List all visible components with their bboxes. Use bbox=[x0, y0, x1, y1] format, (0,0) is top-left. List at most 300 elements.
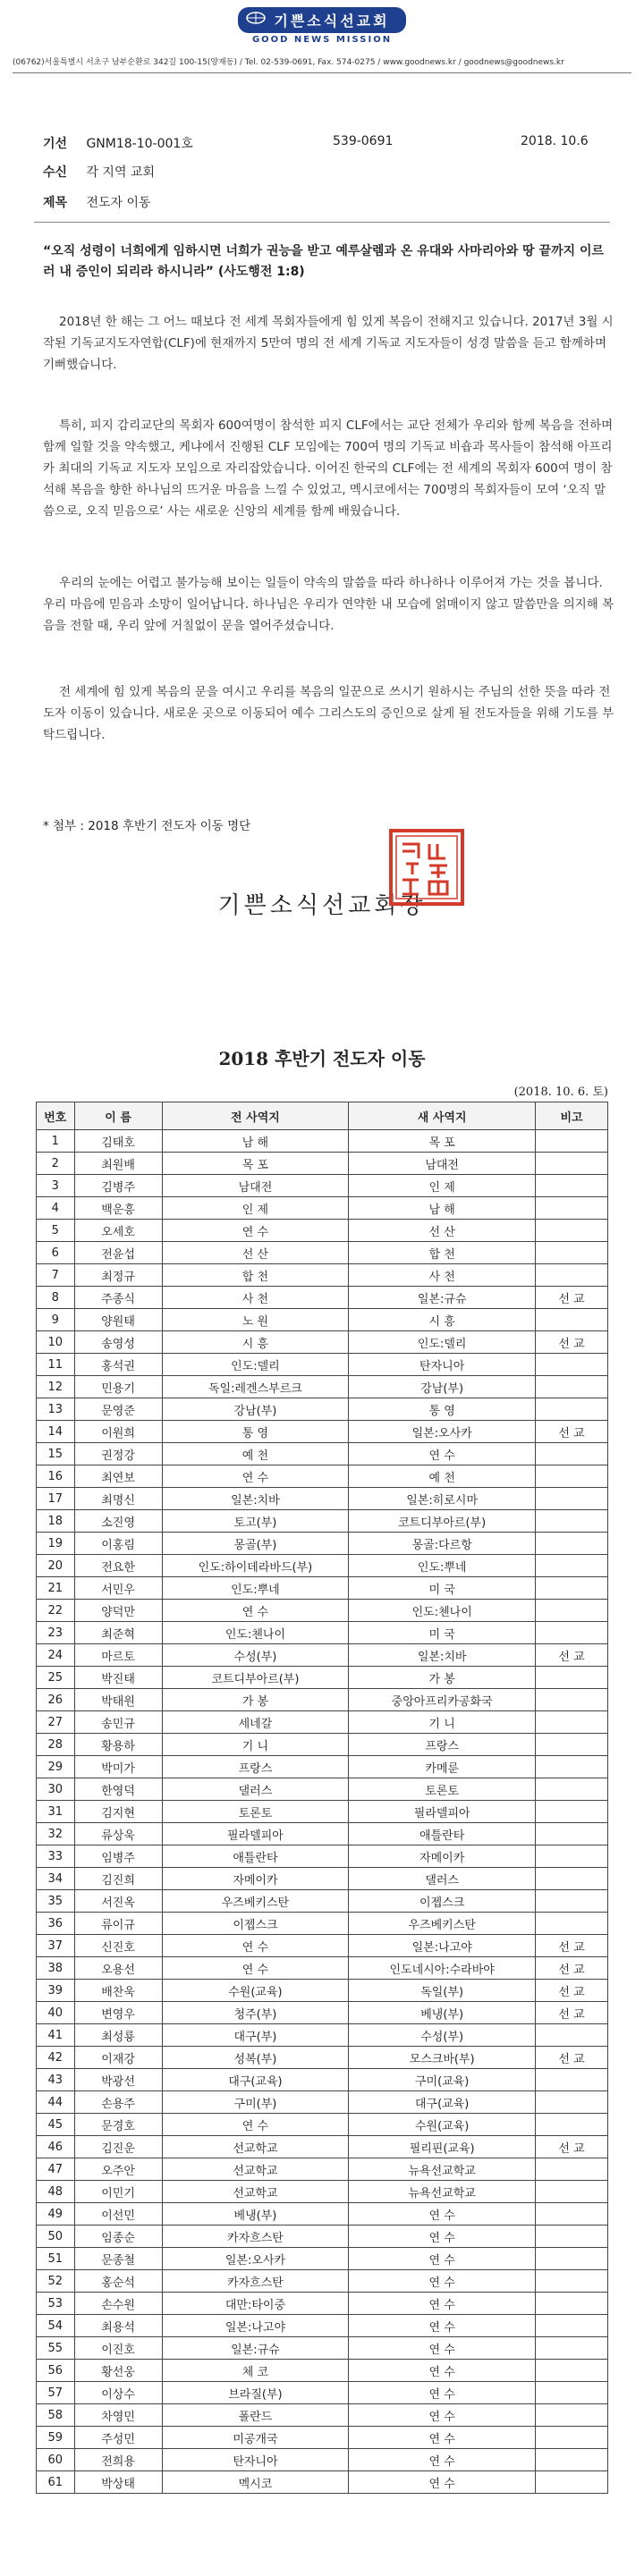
table-row bbox=[37, 1868, 608, 1890]
row-note bbox=[536, 1577, 608, 1600]
row-previous-post: 카자흐스탄 bbox=[162, 2270, 349, 2293]
row-new-post: 애틀란타 bbox=[349, 1823, 536, 1845]
table-row bbox=[37, 1913, 608, 1935]
row-number: 60 bbox=[37, 2449, 75, 2471]
row-previous-post: 몽골(부) bbox=[162, 1533, 349, 1555]
row-previous-post: 남대전 bbox=[162, 1175, 349, 1197]
row-note bbox=[536, 1913, 608, 1935]
row-note: 선 교 bbox=[536, 1980, 608, 2002]
row-name: 한영덕 bbox=[74, 1778, 162, 1801]
table-row bbox=[37, 2449, 608, 2471]
row-note bbox=[536, 1667, 608, 1689]
globe-icon bbox=[245, 11, 267, 25]
row-number: 11 bbox=[37, 1354, 75, 1376]
row-name: 임병주 bbox=[74, 1845, 162, 1868]
row-note bbox=[536, 1801, 608, 1823]
row-previous-post: 대구(부) bbox=[162, 2024, 349, 2047]
row-note bbox=[536, 2248, 608, 2270]
row-name: 이선민 bbox=[74, 2203, 162, 2225]
table-row bbox=[37, 2315, 608, 2337]
row-new-post: 예 천 bbox=[349, 1465, 536, 1488]
row-number: 32 bbox=[37, 1823, 75, 1845]
recipient: 각 지역 교회 bbox=[86, 165, 155, 180]
row-note bbox=[536, 2270, 608, 2293]
row-number: 49 bbox=[37, 2203, 75, 2225]
row-new-post: 연 수 bbox=[349, 2449, 536, 2471]
row-note: 선 교 bbox=[536, 1644, 608, 1667]
row-note: 선 교 bbox=[536, 1957, 608, 1980]
row-previous-post: 성복(부) bbox=[162, 2047, 349, 2069]
row-note bbox=[536, 2449, 608, 2471]
table-row bbox=[37, 1309, 608, 1331]
row-note bbox=[536, 1622, 608, 1644]
row-new-post: 남대전 bbox=[349, 1153, 536, 1175]
row-name: 백운흥 bbox=[74, 1197, 162, 1220]
row-note bbox=[536, 1130, 608, 1153]
row-new-post: 연 수 bbox=[349, 2337, 536, 2360]
row-note bbox=[536, 2203, 608, 2225]
row-note bbox=[536, 1443, 608, 1465]
row-previous-post: 필라델피아 bbox=[162, 1823, 349, 1845]
row-number: 24 bbox=[37, 1644, 75, 1667]
row-previous-post: 선 산 bbox=[162, 1242, 349, 1264]
row-new-post: 인도:델리 bbox=[349, 1331, 536, 1354]
row-name: 민용기 bbox=[74, 1376, 162, 1398]
row-previous-post: 선교학교 bbox=[162, 2181, 349, 2203]
row-new-post: 연 수 bbox=[349, 2315, 536, 2337]
row-note bbox=[536, 1264, 608, 1287]
table-row bbox=[37, 2225, 608, 2248]
row-previous-post: 폴란드 bbox=[162, 2404, 349, 2427]
row-number: 48 bbox=[37, 2181, 75, 2203]
row-name: 서진옥 bbox=[74, 1890, 162, 1913]
table-row bbox=[37, 1957, 608, 1980]
row-previous-post: 카자흐스탄 bbox=[162, 2225, 349, 2248]
row-number: 7 bbox=[37, 1264, 75, 1287]
row-name: 전요한 bbox=[74, 1555, 162, 1577]
row-note bbox=[536, 2293, 608, 2315]
table-body bbox=[37, 1130, 608, 2494]
table-row bbox=[37, 2158, 608, 2181]
row-note bbox=[536, 1465, 608, 1488]
list-date: (2018. 10. 6. 토) bbox=[513, 1085, 608, 1099]
row-new-post: 중앙아프리카공화국 bbox=[349, 1689, 536, 1711]
row-new-post: 일본:오사카 bbox=[349, 1421, 536, 1443]
row-previous-post: 자메이카 bbox=[162, 1868, 349, 1890]
row-name: 신진호 bbox=[74, 1935, 162, 1957]
row-name: 소진영 bbox=[74, 1510, 162, 1533]
table-header-row bbox=[37, 1102, 608, 1130]
table-row bbox=[37, 2047, 608, 2069]
recipient-line bbox=[43, 163, 155, 181]
row-new-post: 일본:나고야 bbox=[349, 1935, 536, 1957]
row-previous-post: 토고(부) bbox=[162, 1510, 349, 1533]
table-row bbox=[37, 1376, 608, 1398]
row-number: 31 bbox=[37, 1801, 75, 1823]
row-number: 51 bbox=[37, 2248, 75, 2270]
row-new-post: 모스크바(부) bbox=[349, 2047, 536, 2069]
row-new-post: 댈러스 bbox=[349, 1868, 536, 1890]
table-row bbox=[37, 2024, 608, 2047]
table-row bbox=[37, 1600, 608, 1622]
table-row bbox=[37, 1778, 608, 1801]
row-new-post: 연 수 bbox=[349, 2404, 536, 2427]
row-previous-post: 멕시코 bbox=[162, 2471, 349, 2494]
attachment-note: * 첨부 : 2018 후반기 전도자 이동 명단 bbox=[43, 819, 251, 833]
row-new-post: 일본:치바 bbox=[349, 1644, 536, 1667]
row-number: 59 bbox=[37, 2427, 75, 2449]
row-number: 33 bbox=[37, 1845, 75, 1868]
table-row bbox=[37, 1890, 608, 1913]
row-new-post: 남 해 bbox=[349, 1197, 536, 1220]
table-row bbox=[37, 2471, 608, 2494]
row-number: 52 bbox=[37, 2270, 75, 2293]
row-note bbox=[536, 2360, 608, 2382]
table-row bbox=[37, 1533, 608, 1555]
row-previous-post: 통 영 bbox=[162, 1421, 349, 1443]
logo-badge bbox=[238, 7, 405, 33]
table-row bbox=[37, 2337, 608, 2360]
row-note bbox=[536, 1488, 608, 1510]
row-number: 2 bbox=[37, 1153, 75, 1175]
row-number: 29 bbox=[37, 1756, 75, 1778]
table-row bbox=[37, 1197, 608, 1220]
row-number: 19 bbox=[37, 1533, 75, 1555]
table-row bbox=[37, 2270, 608, 2293]
table-row bbox=[37, 1242, 608, 1264]
row-note: 선 교 bbox=[536, 2047, 608, 2069]
row-note bbox=[536, 1220, 608, 1242]
row-previous-post: 애틀란타 bbox=[162, 1845, 349, 1868]
table-row bbox=[37, 1577, 608, 1600]
row-number: 16 bbox=[37, 1465, 75, 1488]
row-new-post: 몽골:다르항 bbox=[349, 1533, 536, 1555]
row-previous-post: 대만:타이중 bbox=[162, 2293, 349, 2315]
table-row bbox=[37, 1287, 608, 1309]
divider bbox=[34, 222, 610, 223]
row-previous-post: 기 니 bbox=[162, 1734, 349, 1756]
row-name: 손용주 bbox=[74, 2091, 162, 2114]
paragraph-4: 전 세계에 힘 있게 복음의 문을 여시고 우리를 복음의 일꾼으로 쓰시기 원하시는 주님의 선한 뜻을 따라 전도자 이동이 있습니다. 새로운 곳으로 이동되어 예수 그리스도의 증인으로 살게 될 전도자들을 위해 기도를 부탁드립니다. bbox=[43, 685, 614, 742]
table-row bbox=[37, 1622, 608, 1644]
row-note bbox=[536, 1555, 608, 1577]
row-number: 15 bbox=[37, 1443, 75, 1465]
row-number: 3 bbox=[37, 1175, 75, 1197]
row-number: 10 bbox=[37, 1331, 75, 1354]
table-row bbox=[37, 1421, 608, 1443]
row-previous-post: 가 봉 bbox=[162, 1689, 349, 1711]
row-note bbox=[536, 1778, 608, 1801]
row-previous-post: 베냉(부) bbox=[162, 2203, 349, 2225]
row-previous-post: 합 천 bbox=[162, 1264, 349, 1287]
table-row bbox=[37, 2203, 608, 2225]
row-number: 46 bbox=[37, 2136, 75, 2158]
issuer-name: 기쁜소식선교회장 bbox=[217, 892, 427, 919]
row-previous-post: 인도:첸나이 bbox=[162, 1622, 349, 1644]
row-previous-post: 체 코 bbox=[162, 2360, 349, 2382]
row-new-post: 연 수 bbox=[349, 2248, 536, 2270]
table-row bbox=[37, 1711, 608, 1734]
row-previous-post: 미공개국 bbox=[162, 2427, 349, 2449]
row-name: 차영민 bbox=[74, 2404, 162, 2427]
table-row bbox=[37, 1644, 608, 1667]
row-name: 서민우 bbox=[74, 1577, 162, 1600]
row-name: 이상수 bbox=[74, 2382, 162, 2404]
row-note bbox=[536, 2315, 608, 2337]
row-number: 54 bbox=[37, 2315, 75, 2337]
row-name: 양원태 bbox=[74, 1309, 162, 1331]
row-note bbox=[536, 1711, 608, 1734]
row-previous-post: 세네갈 bbox=[162, 1711, 349, 1734]
row-new-post: 베냉(부) bbox=[349, 2002, 536, 2024]
row-number: 42 bbox=[37, 2047, 75, 2069]
row-name: 손수원 bbox=[74, 2293, 162, 2315]
row-new-post: 독일(부) bbox=[349, 1980, 536, 2002]
official-seal bbox=[388, 828, 465, 907]
row-number: 36 bbox=[37, 1913, 75, 1935]
row-number: 39 bbox=[37, 1980, 75, 2002]
row-number: 57 bbox=[37, 2382, 75, 2404]
row-note bbox=[536, 1153, 608, 1175]
row-note bbox=[536, 2337, 608, 2360]
row-previous-post: 청주(부) bbox=[162, 2002, 349, 2024]
row-number: 22 bbox=[37, 1600, 75, 1622]
row-previous-post: 노 원 bbox=[162, 1309, 349, 1331]
row-number: 17 bbox=[37, 1488, 75, 1510]
row-new-post: 코트디부아르(부) bbox=[349, 1510, 536, 1533]
row-new-post: 필라델피아 bbox=[349, 1801, 536, 1823]
row-new-post: 연 수 bbox=[349, 2427, 536, 2449]
table-row bbox=[37, 1220, 608, 1242]
row-note bbox=[536, 2427, 608, 2449]
table-row bbox=[37, 1555, 608, 1577]
table-row bbox=[37, 1354, 608, 1376]
row-name: 박진태 bbox=[74, 1667, 162, 1689]
table-row bbox=[37, 1465, 608, 1488]
row-number: 45 bbox=[37, 2114, 75, 2136]
row-number: 44 bbox=[37, 2091, 75, 2114]
transfer-table bbox=[36, 1102, 608, 2494]
row-note bbox=[536, 1845, 608, 1868]
row-previous-post: 이젭스크 bbox=[162, 1913, 349, 1935]
row-name: 홍순석 bbox=[74, 2270, 162, 2293]
row-number: 1 bbox=[37, 1130, 75, 1153]
row-new-post: 프랑스 bbox=[349, 1734, 536, 1756]
row-previous-post: 독일:레겐스부르크 bbox=[162, 1376, 349, 1398]
row-number: 61 bbox=[37, 2471, 75, 2494]
table-row bbox=[37, 1734, 608, 1756]
table-row bbox=[37, 1667, 608, 1689]
row-name: 김병주 bbox=[74, 1175, 162, 1197]
row-name: 오주안 bbox=[74, 2158, 162, 2181]
row-previous-post: 탄자니아 bbox=[162, 2449, 349, 2471]
row-previous-post: 브라질(부) bbox=[162, 2382, 349, 2404]
row-name: 송영성 bbox=[74, 1331, 162, 1354]
row-note bbox=[536, 2181, 608, 2203]
header-name: 이 름 bbox=[74, 1102, 162, 1130]
row-previous-post: 강남(부) bbox=[162, 1398, 349, 1421]
row-number: 4 bbox=[37, 1197, 75, 1220]
address-text: (06762)서울특별시 서초구 남부순환로 342길 100-15(양재동) / Tel. 02-539-0691, Fax. 574-0275 / www.goodnews.kr / goodnews@goodnews.kr bbox=[13, 58, 564, 67]
row-previous-post: 예 천 bbox=[162, 1443, 349, 1465]
row-name: 이민기 bbox=[74, 2181, 162, 2203]
row-new-post: 연 수 bbox=[349, 2360, 536, 2382]
row-number: 14 bbox=[37, 1421, 75, 1443]
row-number: 5 bbox=[37, 1220, 75, 1242]
subject-label: 제목 bbox=[43, 196, 68, 210]
row-previous-post: 시 흥 bbox=[162, 1331, 349, 1354]
row-name: 변영우 bbox=[74, 2002, 162, 2024]
row-previous-post: 연 수 bbox=[162, 1220, 349, 1242]
doc-label: 기선 bbox=[43, 137, 68, 151]
row-name: 이재강 bbox=[74, 2047, 162, 2069]
row-name: 배찬욱 bbox=[74, 1980, 162, 2002]
row-name: 최연보 bbox=[74, 1465, 162, 1488]
table-row bbox=[37, 2427, 608, 2449]
row-new-post: 일본:규슈 bbox=[349, 1287, 536, 1309]
row-name: 황용하 bbox=[74, 1734, 162, 1756]
row-new-post: 자메이카 bbox=[349, 1845, 536, 1868]
row-number: 20 bbox=[37, 1555, 75, 1577]
table-row bbox=[37, 2181, 608, 2203]
table-row bbox=[37, 1823, 608, 1845]
row-previous-post: 연 수 bbox=[162, 1935, 349, 1957]
row-previous-post: 토론토 bbox=[162, 1801, 349, 1823]
row-note bbox=[536, 1398, 608, 1421]
row-previous-post: 남 해 bbox=[162, 1130, 349, 1153]
row-name: 송민규 bbox=[74, 1711, 162, 1734]
row-number: 38 bbox=[37, 1957, 75, 1980]
paragraph-1: 2018년 한 해는 그 어느 때보다 전 세계 목회자들에게 힘 있게 복음이 전해지고 있습니다. 2017년 3월 시작된 기독교지도자연합(CLF)에 현재까지 5만여 명의 전 세계 기독교 지도자들이 성경 말씀을 듣고 함께하며 기뻐했습니다. bbox=[43, 315, 614, 372]
row-number: 26 bbox=[37, 1689, 75, 1711]
paragraph-2: 특히, 피지 감리교단의 목회자 600여명이 참석한 피지 CLF에서는 교단 전체가 우리와 함께 복음을 전하며 함께 일할 것을 약속했고, 케냐에서 진행된 CLF 모임에는 700여 명의 기독교 비숍과 목사들이 참석해 아프리카 최대의 기독교 지도자 모임으로 자리잡았습니다. 이어진 한국의 CLF에는 전 세계의 목회자 600여 명이 참석해 복음을 향한 하나님의 뜨거운 마음을 느낄 수 있었고, 멕시코에서는 700명의 목회자들이 모여 ‘오직 말씀으로, 오직 믿음으로’ 사는 새로운 신앙의 세계를 함께 배웠습니다. bbox=[43, 418, 614, 519]
row-new-post: 대구(교육) bbox=[349, 2091, 536, 2114]
row-name: 전윤섭 bbox=[74, 1242, 162, 1264]
row-previous-post: 일본:나고야 bbox=[162, 2315, 349, 2337]
row-new-post: 수원(교육) bbox=[349, 2114, 536, 2136]
row-name: 문영준 bbox=[74, 1398, 162, 1421]
row-new-post: 강남(부) bbox=[349, 1376, 536, 1398]
table-row bbox=[37, 1510, 608, 1533]
row-previous-post: 수원(교육) bbox=[162, 1980, 349, 2002]
row-previous-post: 코트디부아르(부) bbox=[162, 1667, 349, 1689]
row-note: 선 교 bbox=[536, 1287, 608, 1309]
row-note bbox=[536, 1890, 608, 1913]
table-row bbox=[37, 1264, 608, 1287]
row-number: 25 bbox=[37, 1667, 75, 1689]
row-note bbox=[536, 1868, 608, 1890]
row-number: 13 bbox=[37, 1398, 75, 1421]
row-previous-post: 수성(부) bbox=[162, 1644, 349, 1667]
row-note bbox=[536, 1242, 608, 1264]
row-name: 이홍림 bbox=[74, 1533, 162, 1555]
row-name: 이원희 bbox=[74, 1421, 162, 1443]
row-new-post: 일본:히로시마 bbox=[349, 1488, 536, 1510]
row-number: 30 bbox=[37, 1778, 75, 1801]
row-previous-post: 인 제 bbox=[162, 1197, 349, 1220]
row-new-post: 연 수 bbox=[349, 1443, 536, 1465]
row-note bbox=[536, 2091, 608, 2114]
row-previous-post: 일본:오사카 bbox=[162, 2248, 349, 2270]
row-note bbox=[536, 2024, 608, 2047]
letterhead-logo bbox=[0, 7, 644, 45]
header-previous-post: 전 사역지 bbox=[162, 1102, 349, 1130]
row-previous-post: 프랑스 bbox=[162, 1756, 349, 1778]
row-previous-post: 연 수 bbox=[162, 1600, 349, 1622]
list-title: 2018 후반기 전도자 이동 bbox=[218, 1048, 426, 1069]
row-note bbox=[536, 2404, 608, 2427]
row-number: 21 bbox=[37, 1577, 75, 1600]
row-new-post: 미 국 bbox=[349, 1577, 536, 1600]
row-note bbox=[536, 2158, 608, 2181]
table-row bbox=[37, 2404, 608, 2427]
row-previous-post: 구미(부) bbox=[162, 2091, 349, 2114]
table-row bbox=[37, 2248, 608, 2270]
row-previous-post: 일본:치바 bbox=[162, 1488, 349, 1510]
row-note bbox=[536, 1823, 608, 1845]
row-note: 선 교 bbox=[536, 1935, 608, 1957]
row-name: 최원배 bbox=[74, 1153, 162, 1175]
row-name: 최성룡 bbox=[74, 2024, 162, 2047]
row-new-post: 탄자니아 bbox=[349, 1354, 536, 1376]
subject-line bbox=[43, 193, 151, 211]
row-new-post: 사 천 bbox=[349, 1264, 536, 1287]
row-name: 박미가 bbox=[74, 1756, 162, 1778]
row-new-post: 기 니 bbox=[349, 1711, 536, 1734]
row-note: 선 교 bbox=[536, 2002, 608, 2024]
row-new-post: 연 수 bbox=[349, 2270, 536, 2293]
row-name: 최명신 bbox=[74, 1488, 162, 1510]
row-new-post: 구미(교육) bbox=[349, 2069, 536, 2091]
table-row bbox=[37, 1756, 608, 1778]
row-note bbox=[536, 2114, 608, 2136]
row-number: 50 bbox=[37, 2225, 75, 2248]
row-new-post: 인도네시아:수라바야 bbox=[349, 1957, 536, 1980]
row-number: 53 bbox=[37, 2293, 75, 2315]
letterhead-address bbox=[13, 55, 631, 73]
row-new-post: 시 흥 bbox=[349, 1309, 536, 1331]
logo-korean: 기쁜소식선교회 bbox=[274, 13, 390, 30]
row-note: 선 교 bbox=[536, 1421, 608, 1443]
row-new-post: 토론토 bbox=[349, 1778, 536, 1801]
table-row bbox=[37, 1398, 608, 1421]
row-note: 선 교 bbox=[536, 2136, 608, 2158]
row-number: 18 bbox=[37, 1510, 75, 1533]
doc-date: 2018. 10.6 bbox=[521, 134, 589, 148]
table-row bbox=[37, 1935, 608, 1957]
row-name: 류이규 bbox=[74, 1913, 162, 1935]
row-number: 27 bbox=[37, 1711, 75, 1734]
row-previous-post: 인도:델리 bbox=[162, 1354, 349, 1376]
row-note bbox=[536, 1600, 608, 1622]
row-previous-post: 선교학교 bbox=[162, 2158, 349, 2181]
row-new-post: 합 천 bbox=[349, 1242, 536, 1264]
row-note bbox=[536, 2382, 608, 2404]
table-row bbox=[37, 2069, 608, 2091]
row-note bbox=[536, 1734, 608, 1756]
table-row bbox=[37, 2002, 608, 2024]
row-name: 주종식 bbox=[74, 1287, 162, 1309]
row-previous-post: 연 수 bbox=[162, 1957, 349, 1980]
row-new-post: 뉴욕선교학교 bbox=[349, 2158, 536, 2181]
row-name: 박광선 bbox=[74, 2069, 162, 2091]
header-note: 비고 bbox=[536, 1102, 608, 1130]
row-new-post: 통 영 bbox=[349, 1398, 536, 1421]
logo-english: GOOD NEWS MISSION bbox=[251, 35, 393, 45]
header-number: 번호 bbox=[37, 1102, 75, 1130]
row-note bbox=[536, 2471, 608, 2494]
row-new-post: 연 수 bbox=[349, 2471, 536, 2494]
